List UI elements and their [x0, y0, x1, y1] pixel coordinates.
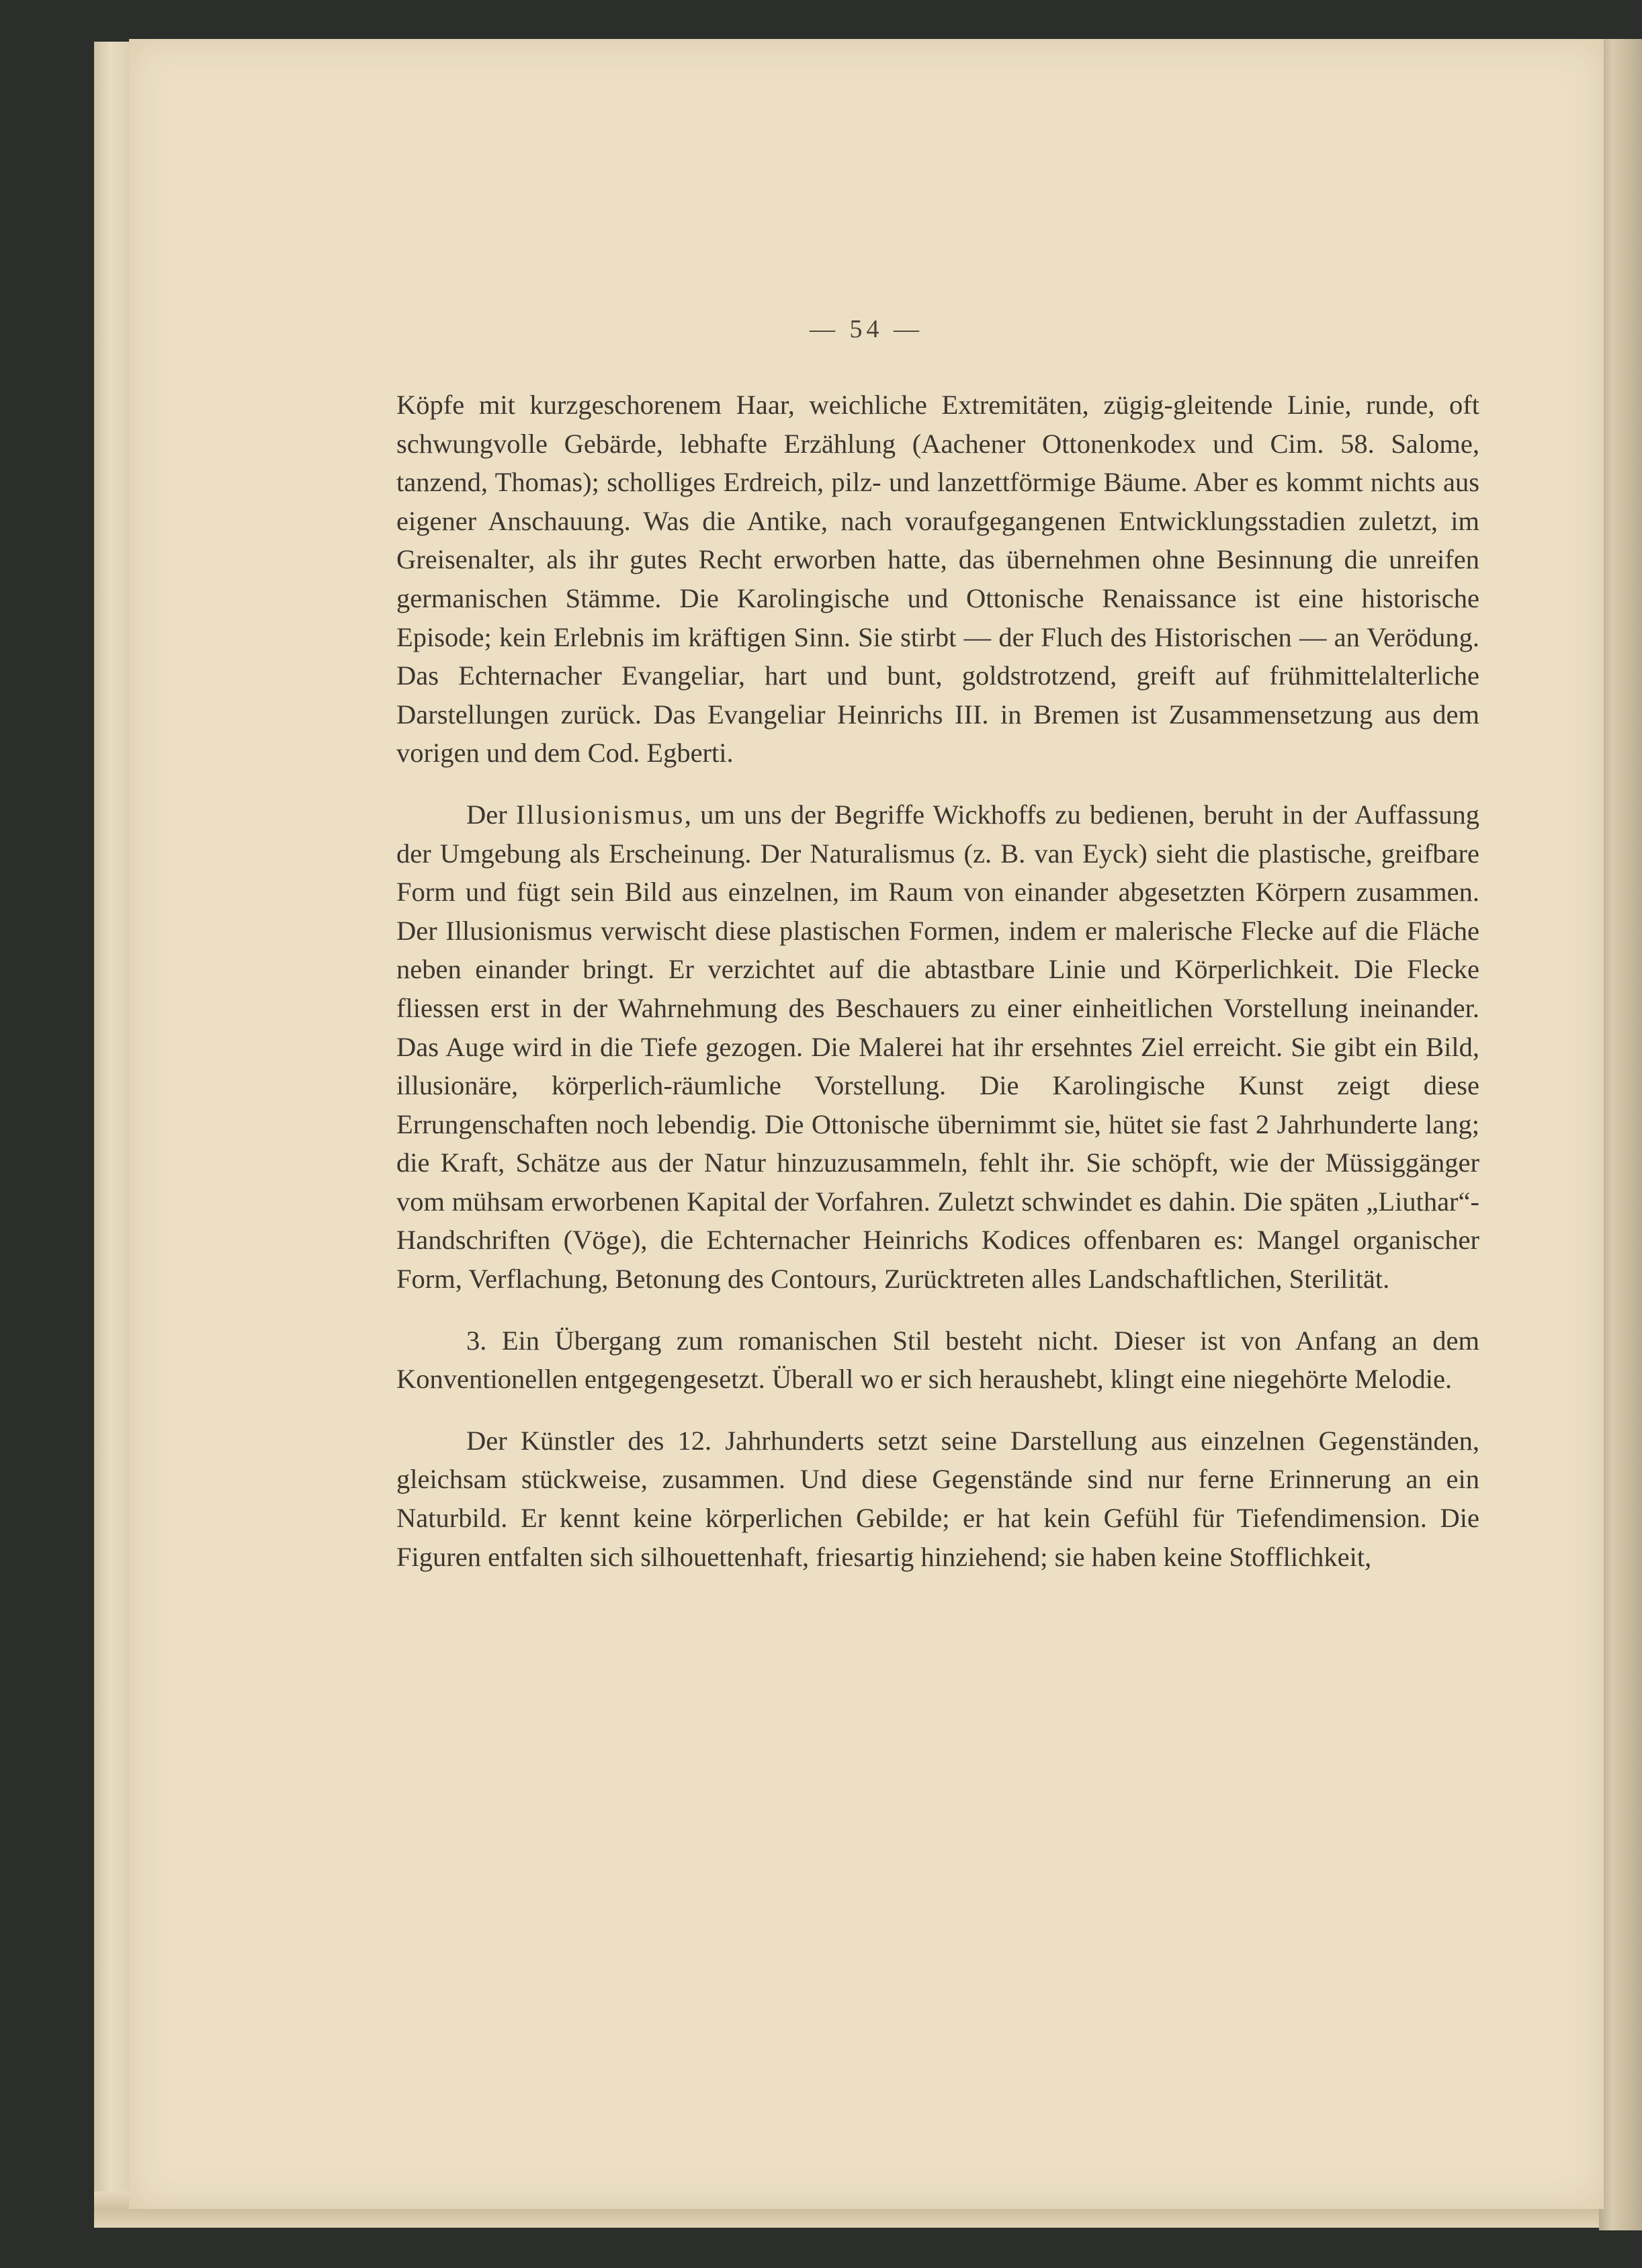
paragraph-2-body: , um uns der Begriffe Wickhoffs zu bedienen, beruht in der Auffassung der Umgebung als Erscheinung. Der Naturalismus (z. B. van Eyck) sieht die plastische, greifbare Form und fügt sein Bild aus einzelnen, im Raum von einander abgesetzten Körpern zusammen. Der Illusionismus verwischt diese plastischen Formen, indem er malerische Flecke auf die Fläche neben einander bringt. Er verzichtet auf die abtastbare Linie und Körperlichkeit. Die Flecke fliessen erst in der Wahrnehmung des Beschauers zu einer einheitlichen Vorstellung ineinander. Das Auge wird in die Tiefe gezogen. Die Malerei hat ihr ersehntes Ziel erreicht. Sie gibt ein Bild, illusionäre, körperlich-räumliche Vorstellung. Die Karolingische Kunst zeigt diese Errungenschaften noch lebendig. Die Ottonische übernimmt sie, hütet sie fast 2 Jahrhunderte lang; die Kraft, Schätze aus der Natur hinzuzusammeln, fehlt ihr. Sie schöpft, wie der Müssiggänger vom mühsam erworbenen Kapital der Vorfahren. Zuletzt schwindet es dahin. Die späten „Liuthar“-Handschriften (Vöge), die Echternacher Heinrichs Kodices offenbaren es: Mangel organischer Form, Verflachung, Betonung des Contours, Zurücktreten alles Landschaftlichen, Sterilität.: [396, 799, 1479, 1295]
paragraph-2: [396, 795, 1479, 1299]
page-number: — 54 —: [810, 315, 923, 343]
paragraph-1: Köpfe mit kurzgeschorenem Haar, weichliche Extremitäten, zügig-gleitende Linie, runde, oft schwungvolle Gebärde, lebhafte Erzählung (Aachener Ottonenkodex und Cim. 58. Salome, tanzend, Thomas); scholliges Erdreich, pilz- und lanzettförmige Bäume. Aber es kommt nichts aus eigener Anschauung. Was die Antike, nach voraufgegangenen Entwicklungsstadien zuletzt, im Greisenalter, als ihr gutes Recht erworben hatte, das übernehmen ohne Besinnung die unreifen germanischen Stämme. Die Karolingische und Ottonische Renaissance ist eine historische Episode; kein Erlebnis im kräftigen Sinn. Sie stirbt — der Fluch des Historischen — an Verödung. Das Echternacher Evangeliar, hart und bunt, goldstrotzend, greift auf frühmittelalterliche Darstellungen zurück. Das Evangeliar Heinrichs III. in Bremen ist Zusammensetzung aus dem vorigen und dem Cod. Egberti.: [396, 390, 1479, 769]
term-illusionismus: Illusionismus: [516, 799, 685, 830]
facing-page-edge: [1599, 39, 1642, 2230]
book-page: [129, 39, 1604, 2209]
paragraph-2-lead: Der: [466, 799, 517, 830]
paragraph-3: 3. Ein Übergang zum romanischen Stil besteht nicht. Dieser ist von Anfang an dem Konventionellen entgegengesetzt. Überall wo er sich heraushebt, klingt eine niegehörte Melodie.: [396, 1325, 1479, 1395]
paragraph-4: Der Künstler des 12. Jahrhunderts setzt seine Darstellung aus einzelnen Gegenständen, gleichsam stückweise, zusammen. Und diese Gegenstände sind nur ferne Erinnerung an ein Naturbild. Er kennt keine körperlichen Gebilde; er hat kein Gefühl für Tiefendimension. Die Figuren entfalten sich silhouettenhaft, friesartig hinziehend; sie haben keine Stofflichkeit,: [396, 1425, 1479, 1572]
page-stack-left-edge: [94, 42, 134, 2225]
body-text: [396, 386, 1479, 1599]
